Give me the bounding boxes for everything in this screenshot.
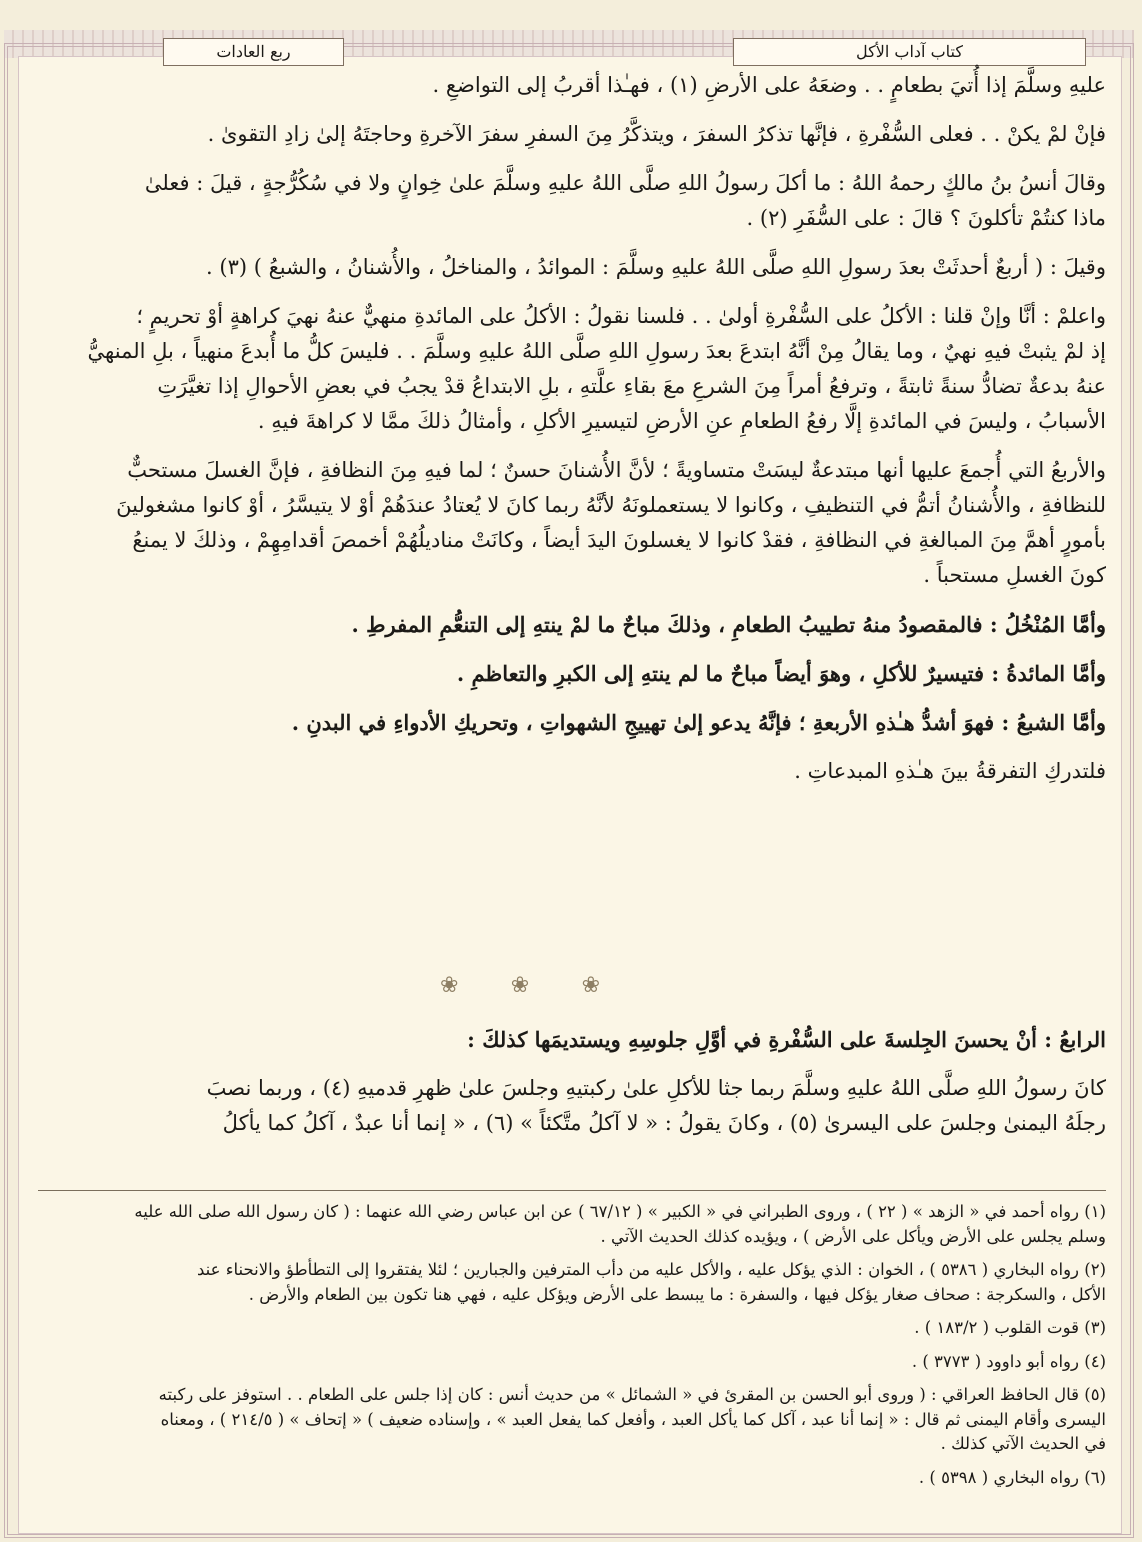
text-line: وأمَّا المائدةُ : فتيسيرٌ للأكلِ ، وهوَ أيضاً مباحٌ ما لم ينتهِ إلى الكبرِ والتعاظمِ . [456,661,1106,686]
text-line: ماذا كنتُمْ تأكلونَ ؟ قالَ : على السُّفَرِ (٢) . [746,206,1106,230]
book-title-header: كتاب آداب الأكل [733,38,1086,66]
footnote-line: اليسرى وأقام اليمنى ثم قال : « إنما أنا عبد ، آكل كما يأكل العبد ، وأفعل كما يفعل العبد » ، وإسناده ضعيف ) « إتحاف » ( ٢١٤/٥ ) ، ومعناه [160,1409,1106,1429]
main-text [38,72,1106,807]
flower-icon: ❀ [510,972,530,998]
text-line: وأمَّا المُنْخُلُ : فالمقصودُ منهُ تطييبُ الطعامِ ، وذلكَ مباحٌ ما لمْ ينتهِ إلى التنعُّمِ المفرطِ . [351,612,1106,637]
text-line: وقيلَ : ( أربعٌ أحدثَتْ بعدَ رسولِ اللهِ صلَّى اللهُ عليهِ وسلَّمَ : الموائدُ ، والمناخلُ ، والأُشنانُ ، والشبعُ ) (٣) . [206,255,1106,279]
footnote-line: (١) رواه أحمد في « الزهد » ( ٢٢ ) ، وروى الطبراني في « الكبير » ( ٦٧/١٢ ) عن ابن عباس رضي الله عنهما : ( كان رسول الله صلى الله عليه [134,1202,1106,1221]
text-line: للنظافةِ ، والأُشنانُ أتمُّ في التنظيفِ ، وكانوا لا يستعملونَهُ لأنَّهُ ربما كانَ لا يُعتادُ عندَهُمْ أوْ لا يتيسَّرُ ، أوْ كانوا مشغولينَ [116,493,1106,517]
text-line: بأمورٍ أهمَّ مِنَ المبالغةِ في النظافةِ ، فقدْ كانوا لا يغسلونَ اليدَ أيضاً ، وكانَتْ مناديلُهُمْ أخمصَ أقدامِهِمْ ، وذلكَ لا يمنعُ [132,528,1106,552]
footnote-line: وسلم يجلس على الأرض ويأكل على الأرض ) ، ويؤيده كذلك الحديث الآتي . [600,1226,1106,1246]
text-line: إذ لمْ يثبتْ فيهِ نهيٌ ، وما يقالُ مِنْ أنَّهُ ابتدعَ بعدَ رسولِ اللهِ صلَّى اللهُ عليهِ وسلَّمَ . . فليسَ كلُّ ما أُبدعَ منهياً ، بلِ المنهيُّ [87,339,1106,363]
text-line: واعلمْ : أنَّا وإنْ قلنا : الأكلُ على السُّفْرةِ أولىٰ . . فلسنا نقولُ : الأكلُ على المائدةِ منهيٌّ عنهُ نهيَ كراهةٍ أوْ تحريمٍ ؛ [136,304,1106,328]
footnote-line: في الحديث الآتي كذلك . [940,1434,1106,1453]
flower-icon: ❀ [581,972,600,998]
flower-icon: ❀ [440,972,459,998]
footnotes [38,1200,1106,1499]
text-line: فلتدركِ التفرقةُ بينَ هـٰذهِ المبدعاتِ . [794,759,1106,783]
text-line: الأسبابُ ، وليسَ في المائدةِ إلَّا رفعُ الطعامِ عنِ الأرضِ لتيسيرِ الأكلِ ، وأمثالُ ذلكَ ممَّا لا كراهةَ فيهِ . [257,409,1106,433]
section-heading: الرابعُ : أنْ يحسنَ الجِلسةَ على السُّفْرةِ في أوَّلِ جلوسِهِ ويستديمَها كذلكَ : [467,1027,1106,1052]
footnote-line: الأكل ، والسكرجة : صحاف صغار يؤكل فيها ، والسفرة : ما يبسط على الأرض ويؤكل عليه ، فهي هنا تكون بين الطعام والأرض . [248,1284,1106,1304]
footnote-divider [38,1190,1106,1191]
text-line: وقالَ أنسُ بنُ مالكٍ رحمهُ اللهُ : ما أكلَ رسولُ اللهِ صلَّى اللهُ عليهِ وسلَّمَ علىٰ خِوانٍ ولا في سُكُرُّجةٍ ، قيلَ : فعلىٰ [144,171,1106,195]
text-line: عنهُ بدعةٌ تضادُّ سنةً ثابتةً ، وترفعُ أمراً مِنَ الشرعِ معَ بقاءِ علَّتهِ ، بلِ الابتداعُ قدْ يجبُ في بعضِ الأحوالِ إذا تغيَّرَتِ [157,374,1106,398]
text-line: فإنْ لمْ يكنْ . . فعلى السُّفْرةِ ، فإنَّها تذكرُ السفرَ ، ويتذكَّرُ مِنَ السفرِ سفرَ الآخرةِ وحاجتَهُ إلىٰ زادِ التقوىٰ . [207,122,1106,146]
text-line: والأربعُ التي أُجمعَ عليها أنها مبتدعةٌ ليسَتْ متساويةً ؛ لأنَّ الأُشنانَ حسنٌ ؛ لما فيهِ مِنَ النظافةِ ، فإنَّ الغسلَ مستحبٌّ [127,458,1106,482]
text-line: كانَ رسولُ اللهِ صلَّى اللهُ عليهِ وسلَّمَ ربما جثا للأكلِ علىٰ ركبتيهِ وجلسَ علىٰ ظهرِ قدميهِ (٤) ، وربما نصبَ [206,1076,1106,1100]
footnote [38,1258,1106,1307]
text-line: رجلَهُ اليمنىٰ وجلسَ على اليسرىٰ (٥) ، وكانَ يقولُ : « لا آكلُ متَّكئاً » (٦) ، « إنما أنا عبدٌ ، آكلُ كما يأكلُ [222,1111,1106,1135]
footnote [38,1200,1106,1249]
section-four [38,1026,1106,1159]
footnote-line: (٥) قال الحافظ العراقي : ( وروى أبو الحسن بن المقرئ في « الشمائل » من حديث أنس : كان إذا جلس على الطعام . . استوفز على ركبته [158,1385,1106,1404]
footnote: (٤) رواه أبو داوود ( ٣٧٧٣ ) . [911,1351,1106,1371]
footnote-line: (٢) رواه البخاري ( ٥٣٨٦ ) ، الخوان : الذي يؤكل عليه ، والأكل عليه من دأب المترفين والجبارين ؛ لئلا يفتقروا إلى التطأطؤ والانحناء عند [197,1260,1106,1279]
footnote [38,1383,1106,1457]
footnote: (٦) رواه البخاري ( ٥٣٩٨ ) . [918,1467,1106,1487]
section-title-header: ربع العادات [163,38,344,66]
text-line: كونَ الغسلِ مستحباً . [923,563,1106,587]
section-ornament [440,970,600,1000]
text-line: وأمَّا الشبعُ : فهوَ أشدُّ هـٰذهِ الأربعةِ ؛ فإنَّهُ يدعو إلىٰ تهييجِ الشهواتِ ، وتحريكِ الأدواءِ في البدنِ . [291,710,1106,735]
text-line: عليهِ وسلَّمَ إذا أُتيَ بطعامٍ . . وضعَهُ على الأرضِ (١) ، فهـٰذا أقربُ إلى التواضعِ . [432,73,1106,97]
footnote: (٣) قوت القلوب ( ١٨٣/٢ ) . [914,1318,1106,1337]
